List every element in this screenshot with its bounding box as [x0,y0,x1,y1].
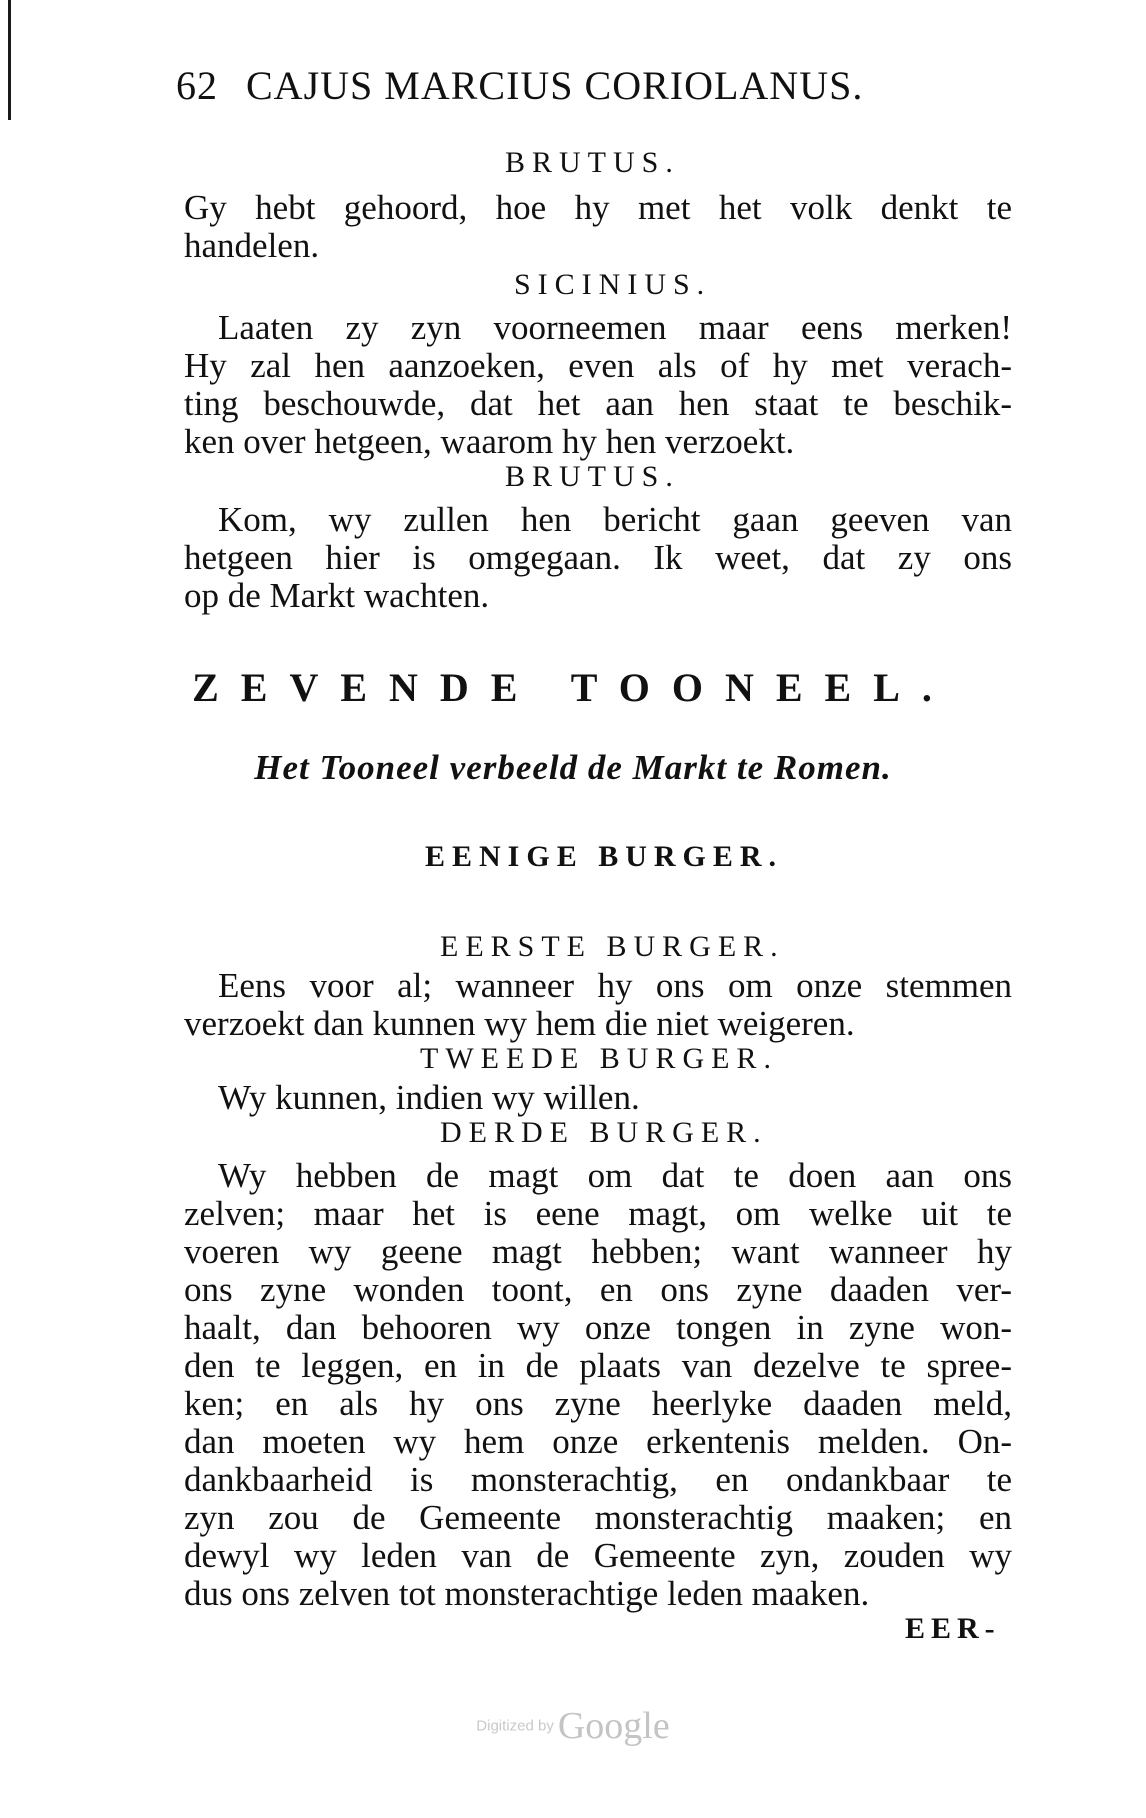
digitization-watermark [0,1704,1146,1748]
speaker-name: EERSTE BURGER. [440,930,785,963]
speaker-name: SICINIUS. [514,268,712,301]
text-line: Wy hebben de magt om dat te doen aan ons [218,1156,1012,1195]
digitized-by-label: Digitized by [476,1717,554,1735]
scene-heading: ZEVENDE TOONEEL. [192,665,954,710]
text-line: Gy hebt gehoord, hoe hy met het volk denkt te [184,188,1012,227]
text-line: zyn zou de Gemeente monsterachtig maaken; en [184,1498,1012,1537]
page-number: 62 [176,63,218,108]
text-line: Kom, wy zullen hen bericht gaan geeven van [218,500,1012,539]
running-header [176,62,936,109]
text-line: dankbaarheid is monsterachtig, en ondankbaar te [184,1460,1012,1499]
text-line: dewyl wy leden van de Gemeente zyn, zouden wy [184,1536,1012,1575]
google-logo: Google [557,1705,670,1747]
speaker-name: BRUTUS. [505,460,680,493]
speaker-name: BRUTUS. [505,146,680,179]
text-line: voeren wy geene magt hebben; want wanneer hy [184,1232,1012,1271]
text-line: ken over hetgeen, waarom hy hen verzoekt. [184,422,795,461]
stage-direction: Het Tooneel verbeeld de Markt te Romen. [254,748,892,787]
text-line: Eens voor al; wanneer hy ons om onze stemmen [218,966,1012,1005]
catchword: EER- [905,1612,1001,1645]
text-line: haalt, dan behooren wy onze tongen in zyne won- [184,1308,1012,1347]
text-line: handelen. [184,226,320,265]
text-line: Hy zal hen aanzoeken, even als of hy met verach- [184,346,1012,385]
text-line: dan moeten wy hem onze erkentenis melden. On- [184,1422,1012,1461]
text-line: dus ons zelven tot monsterachtige leden maaken. [184,1574,870,1613]
text-line: den te leggen, en in de plaats van dezelve te spree- [184,1346,1012,1385]
running-title: CAJUS MARCIUS CORIOLANUS. [246,63,864,108]
text-line: ting beschouwde, dat het aan hen staat te beschik- [184,384,1012,423]
text-line: hetgeen hier is omgegaan. Ik weet, dat zy ons [184,538,1012,577]
text-line: ken; en als hy ons zyne heerlyke daaden meld, [184,1384,1012,1423]
text-line: ons zyne wonden toont, en ons zyne daaden ver- [184,1270,1012,1309]
text-line: Wy kunnen, indien wy willen. [218,1078,640,1117]
text-line: op de Markt wachten. [184,576,490,615]
cast-list: EENIGE BURGER. [425,840,784,873]
text-line: Laaten zy zyn voorneemen maar eens merken! [218,308,1012,347]
speaker-name: DERDE BURGER. [440,1116,768,1149]
text-line: zelven; maar het is eene magt, om welke uit te [184,1194,1012,1233]
text-line: verzoekt dan kunnen wy hem die niet weigeren. [184,1004,855,1043]
speaker-name: TWEEDE BURGER. [420,1042,778,1075]
